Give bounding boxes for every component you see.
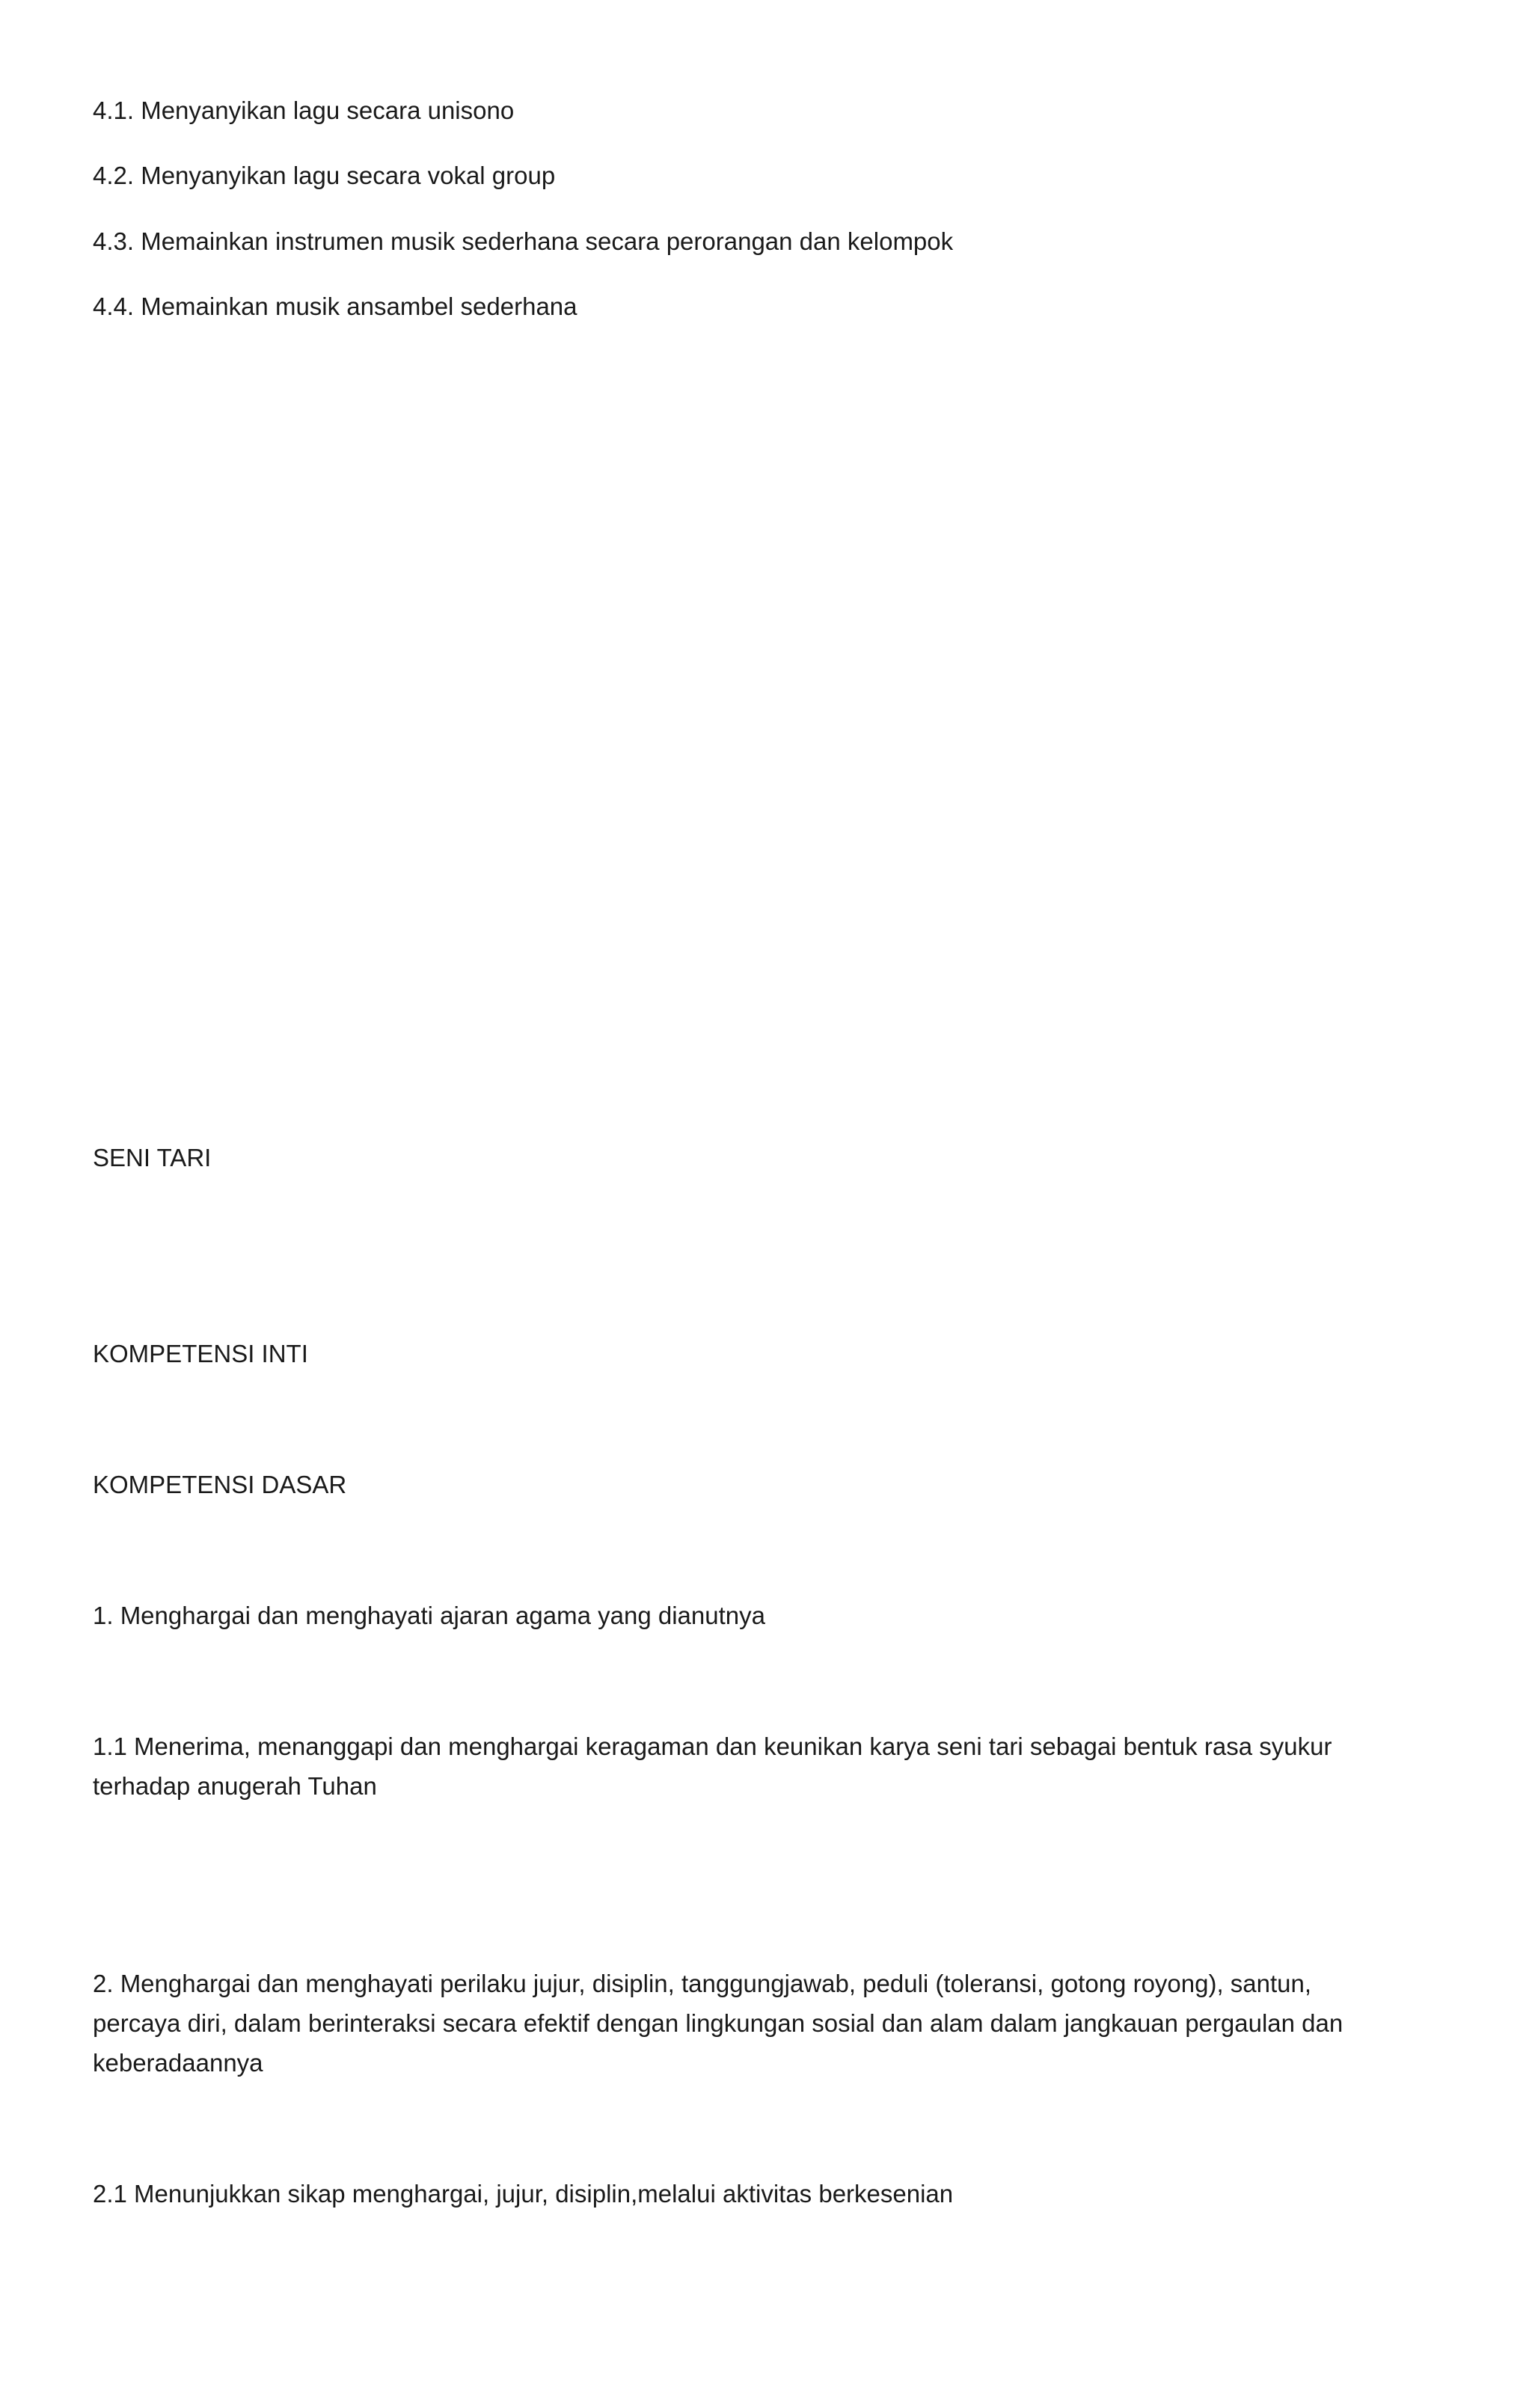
ki-2-line-3: keberadaannya xyxy=(93,2049,263,2077)
ki-2-line-2: percaya diri, dalam berinteraksi secara efektif dengan lingkungan sosial dan alam dalam jangkauan pergaulan dan xyxy=(93,2009,1343,2037)
list-item-4-1: 4.1. Menyanyikan lagu secara unisono xyxy=(93,96,515,124)
kd-2-1: 2.1 Menunjukkan sikap menghargai, jujur, disiplin,melalui aktivitas berkesenian xyxy=(93,2180,954,2208)
list-item-4-2: 4.2. Menyanyikan lagu secara vokal group xyxy=(93,162,556,189)
kd-1-1-line-1: 1.1 Menerima, menanggapi dan menghargai keragaman dan keunikan karya seni tari sebagai bentuk rasa syukur xyxy=(93,1733,1332,1760)
kd-1-1-line-2: terhadap anugerah Tuhan xyxy=(93,1772,377,1800)
list-item-4-3: 4.3. Memainkan instrumen musik sederhana secara perorangan dan kelompok xyxy=(93,227,954,255)
ki-1: 1. Menghargai dan menghayati ajaran agama yang dianutnya xyxy=(93,1602,765,1629)
ki-2-line-1: 2. Menghargai dan menghayati perilaku jujur, disiplin, tanggungjawab, peduli (toleransi, gotong royong), santun, xyxy=(93,1970,1312,1997)
heading-kompetensi-inti: KOMPETENSI INTI xyxy=(93,1340,308,1367)
heading-kompetensi-dasar: KOMPETENSI DASAR xyxy=(93,1471,347,1498)
section-title: SENI TARI xyxy=(93,1144,212,1171)
list-item-4-4: 4.4. Memainkan musik ansambel sederhana xyxy=(93,292,577,320)
